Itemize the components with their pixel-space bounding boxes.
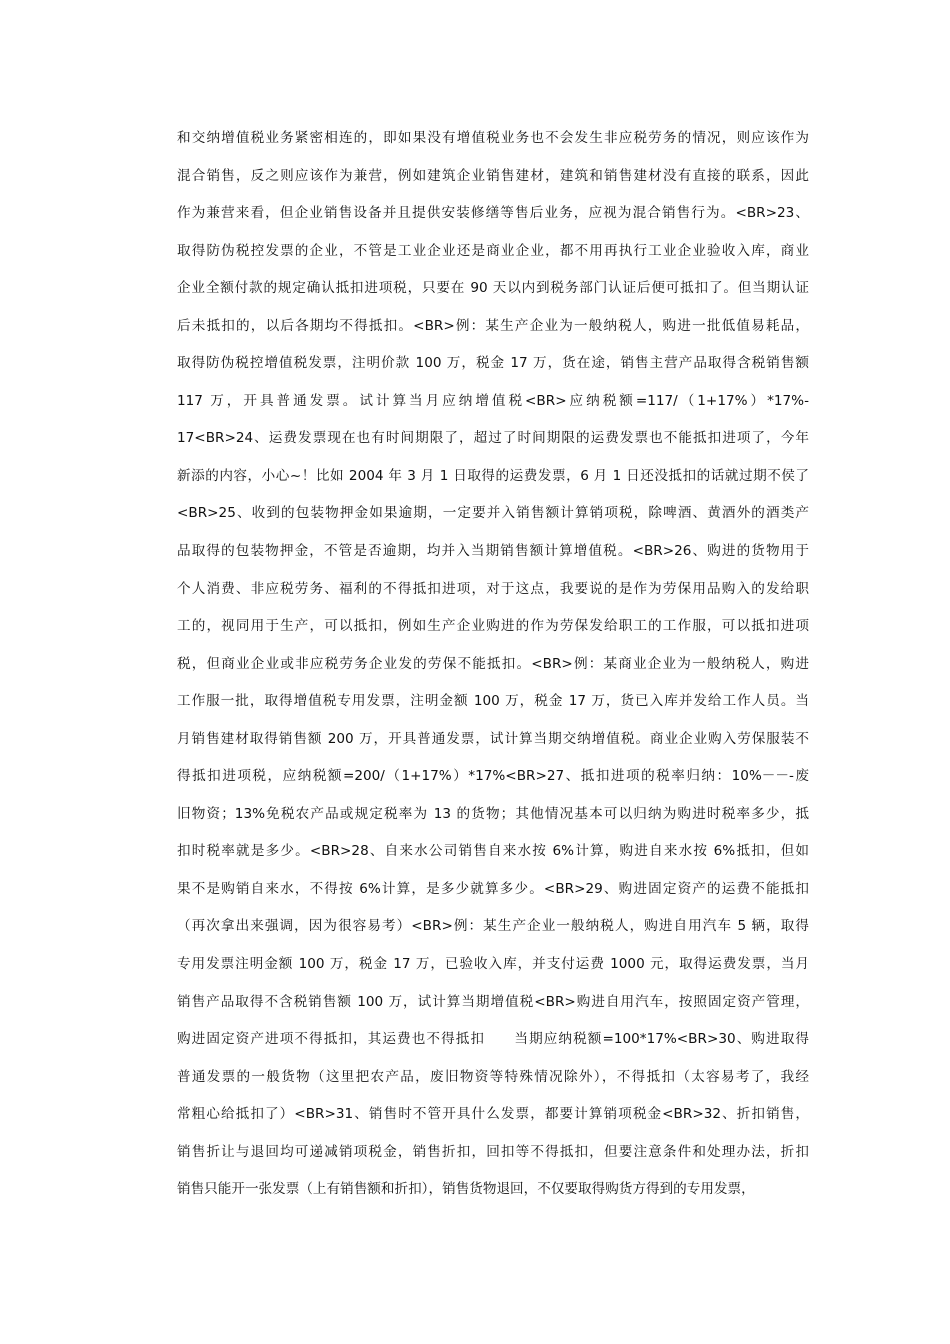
text-line: 旧物资；13%免税农产品或规定税率为 13 的货物；其他情况基本可以归纳为购进时税率多少，抵 [177, 805, 809, 822]
text-line: 普通发票的一般货物（这里把农产品，废旧物资等特殊情况除外），不得抵扣（太容易考了，我经 [177, 1068, 809, 1085]
text-line: 税，但商业企业或非应税劳务企业发的劳保不能抵扣。<BR>例：某商业企业为一般纳税人，购进 [177, 655, 809, 672]
text-line: 117 万，开具普通发票。试计算当月应纳增值税<BR>应纳税额=117/（1+17%）*17%- [177, 392, 809, 409]
body-text [177, 124, 809, 1213]
text-line: 品取得的包装物押金，不管是否逾期，均并入当期销售额计算增值税。<BR>26、购进的货物用于 [177, 543, 809, 560]
text-line: 和交纳增值税业务紧密相连的，即如果没有增值税业务也不会发生非应税劳务的情况，则应该作为 [177, 130, 809, 146]
text-line: 销售只能开一张发票（上有销售额和折扣），销售货物退回，不仅要取得购货方得到的专用发票， [177, 1181, 755, 1198]
text-line: 工作服一批，取得增值税专用发票，注明金额 100 万，税金 17 万，货已入库并发给工作人员。当 [177, 693, 809, 710]
text-line: 个人消费、非应税劳务、福利的不得抵扣进项，对于这点，我要说的是作为劳保用品购入的发给职 [177, 580, 809, 597]
text-line: 取得防伪税控增值税发票，注明价款 100 万，税金 17 万，货在途，销售主营产品取得含税销售额 [177, 355, 809, 372]
text-line: 月销售建材取得销售额 200 万，开具普通发票，试计算当期交纳增值税。商业企业购入劳保服装不 [177, 730, 809, 747]
text-line: 取得防伪税控发票的企业，不管是工业企业还是商业企业，都不用再执行工业企业验收入库，商业 [177, 242, 809, 259]
text-line: 得抵扣进项税，应纳税额=200/（1+17%）*17%<BR>27、抵扣进项的税率归纳：10%－－-废 [177, 768, 809, 785]
text-line: 混合销售，反之则应该作为兼营，例如建筑企业销售建材，建筑和销售建材没有直接的联系，因此 [177, 167, 809, 184]
text-line: 作为兼营来看，但企业销售设备并且提供安装修缮等售后业务，应视为混合销售行为。<BR>23、 [177, 205, 809, 222]
text-line: 销售折让与退回均可递减销项税金，销售折扣，回扣等不得抵扣，但要注意条件和处理办法，折扣 [177, 1143, 809, 1160]
text-line: 工的，视同用于生产，可以抵扣，例如生产企业购进的作为劳保发给职工的工作服，可以抵扣进项 [177, 618, 809, 635]
text-line: 销售产品取得不含税销售额 100 万，试计算当期增值税<BR>购进自用汽车，按照固定资产管理， [177, 993, 809, 1010]
text-line: （再次拿出来强调，因为很容易考）<BR>例：某生产企业一般纳税人，购进自用汽车 5 辆，取得 [177, 918, 809, 935]
text-line: <BR>25、收到的包装物押金如果逾期，一定要并入销售额计算销项税，除啤酒、黄酒外的酒类产 [177, 505, 809, 522]
text-line: 新添的内容，小心~！比如 2004 年 3 月 1 日取得的运费发票，6 月 1 日还没抵扣的话就过期不侯了 [177, 467, 809, 484]
text-line: 常粗心给抵扣了）<BR>31、销售时不管开具什么发票，都要计算销项税金<BR>32、折扣销售， [177, 1106, 809, 1123]
text-line: 专用发票注明金额 100 万，税金 17 万，已验收入库，并支付运费 1000 元，取得运费发票，当月 [177, 956, 809, 973]
text-line: 扣时税率就是多少。<BR>28、自来水公司销售自来水按 6%计算，购进自来水按 6%抵扣，但如 [177, 843, 809, 860]
text-line: 后未抵扣的，以后各期均不得抵扣。<BR>例：某生产企业为一般纳税人，购进一批低值易耗品， [177, 317, 809, 334]
text-line: 果不是购销自来水，不得按 6%计算，是多少就算多少。<BR>29、购进固定资产的运费不能抵扣 [177, 880, 809, 897]
text-line: 17<BR>24、运费发票现在也有时间期限了，超过了时间期限的运费发票也不能抵扣进项了，今年 [177, 430, 809, 447]
text-line: 企业全额付款的规定确认抵扣进项税，只要在 90 天以内到税务部门认证后便可抵扣了。但当期认证 [177, 280, 809, 297]
text-line: 购进固定资产进项不得抵扣，其运费也不得抵扣 当期应纳税额=100*17%<BR>30、购进取得 [177, 1031, 809, 1048]
